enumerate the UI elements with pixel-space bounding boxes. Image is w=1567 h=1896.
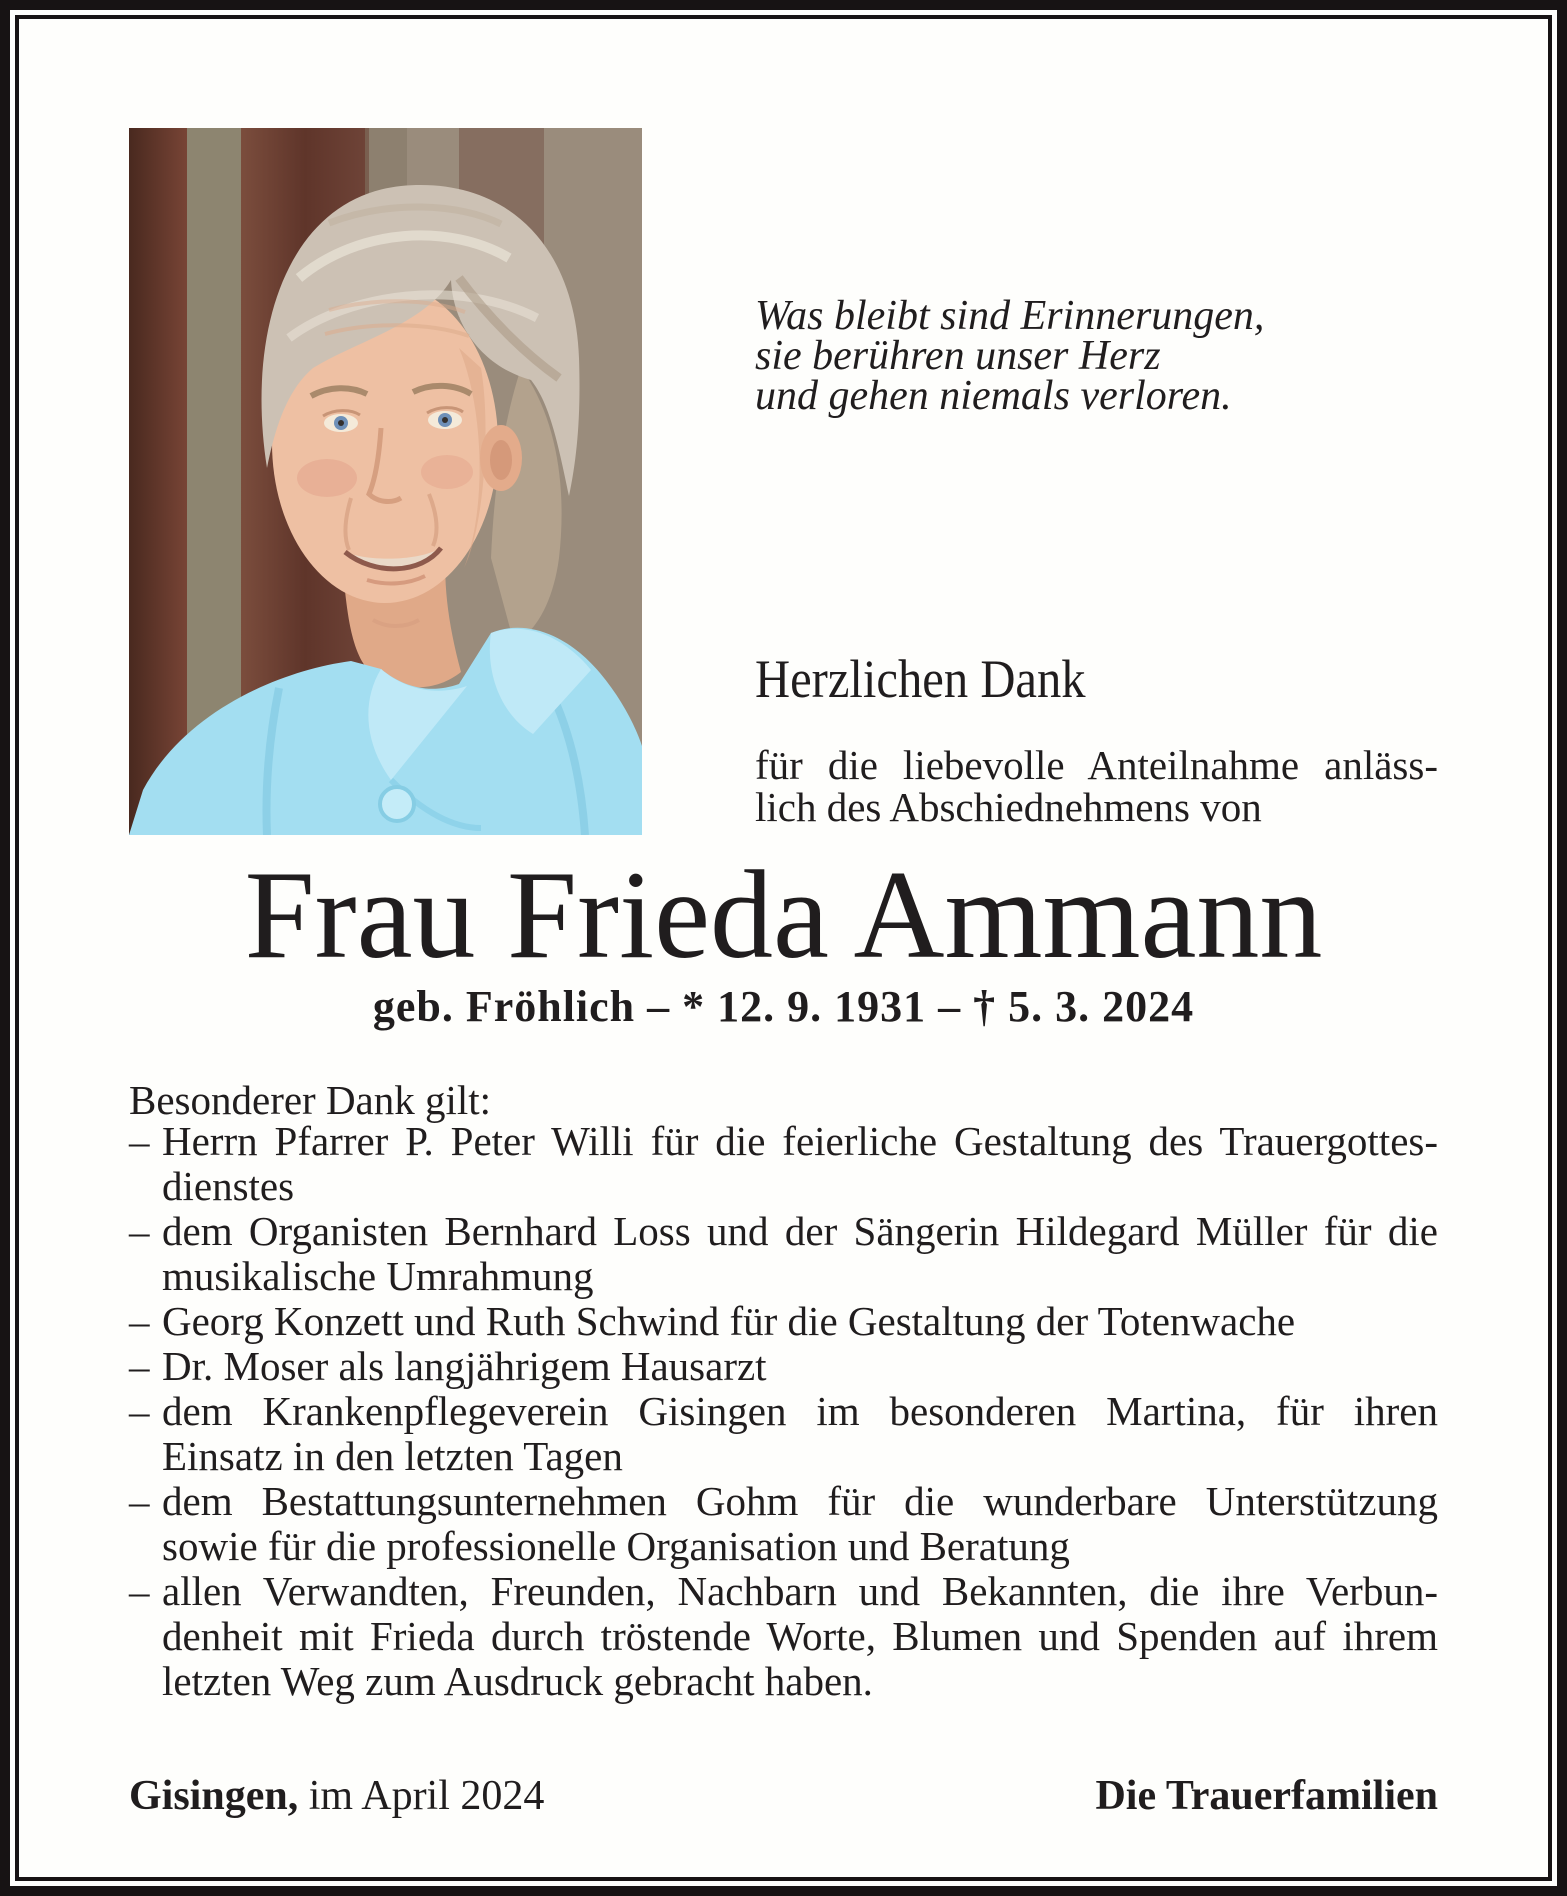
thanks-line: lich des Abschiednehmens von [755,784,1262,830]
list-dash: – [129,1478,150,1524]
thanks-heading-text: Herzlichen Dank [755,649,1086,709]
thanks-heading [755,648,1122,710]
thanks-list-line: Dr. Moser als langjährigem Hausarzt [162,1343,767,1389]
thanks-list-line: Georg Konzett und Ruth Schwind für die Gestaltung der Totenwache [162,1298,1296,1344]
verse-line: und gehen niemals verloren. [755,373,1232,419]
thanks-list-item [129,1118,1438,1209]
thanks-line: für die liebevolle Anteilnahme anläss- [755,742,1438,788]
footer-signature: Die Trauerfamilien [1095,1773,1438,1819]
deceased-dates: geb. Fröhlich – * 12. 9. 1931 – † 5. 3. 2024 [372,982,1195,1031]
thanks-list-line: Herrn Pfarrer P. Peter Willi für die feierliche Gestaltung des Trauergottes- [162,1118,1438,1164]
thanks-list-line: dem Bestattungsunternehmen Gohm für die wunderbare Unterstützung [162,1478,1438,1524]
footer-place: Gisingen, [129,1773,299,1819]
thanks-list-item [129,1298,1438,1344]
thanks-list-line: musikalische Umrahmung [162,1253,594,1299]
thanks-list-line: sowie für die professionelle Organisation und Beratung [162,1523,1070,1569]
portrait-photo [129,128,642,835]
thanks-list-line: dienstes [162,1163,295,1209]
deceased-name: Frau Frieda Ammann [244,846,1323,985]
thanks-list-line: letzten Weg zum Ausdruck gebracht haben. [162,1658,873,1704]
memorial-verse [755,293,1265,419]
thanks-list-item [129,1343,1438,1389]
thanks-list-item [129,1388,1438,1479]
special-thanks-heading: Besonderer Dank gilt: [129,1077,492,1123]
thanks-list-line: Einsatz in den letzten Tagen [162,1433,623,1479]
list-dash: – [129,1298,150,1344]
verse-line: Was bleibt sind Erinnerungen, [755,293,1265,339]
list-dash: – [129,1568,150,1614]
thanks-list-item [129,1208,1438,1299]
button [380,787,414,821]
thanks-list-item [129,1568,1438,1704]
list-dash: – [129,1208,150,1254]
thanks-paragraph [755,744,1438,828]
verse-line: sie berühren unser Herz [755,333,1161,379]
special-thanks-list [129,1118,1438,1704]
thanks-list-line: denheit mit Frieda durch tröstende Worte, Blumen und Spenden auf ihrem [162,1613,1438,1659]
thanks-list-line: dem Organisten Bernhard Loss und der Sängerin Hildegard Müller für die [162,1208,1438,1254]
thanks-list-item [129,1478,1438,1569]
footer-place-date [129,1772,544,1820]
footer-date: im April 2024 [298,1773,545,1819]
thanks-list-line: allen Verwandten, Freunden, Nachbarn und Bekannten, die ihre Verbun- [162,1568,1438,1614]
list-dash: – [129,1388,150,1434]
list-dash: – [129,1343,150,1389]
list-dash: – [129,1118,150,1164]
thanks-list-line: dem Krankenpflegeverein Gisingen im besonderen Martina, für ihren [162,1388,1438,1434]
